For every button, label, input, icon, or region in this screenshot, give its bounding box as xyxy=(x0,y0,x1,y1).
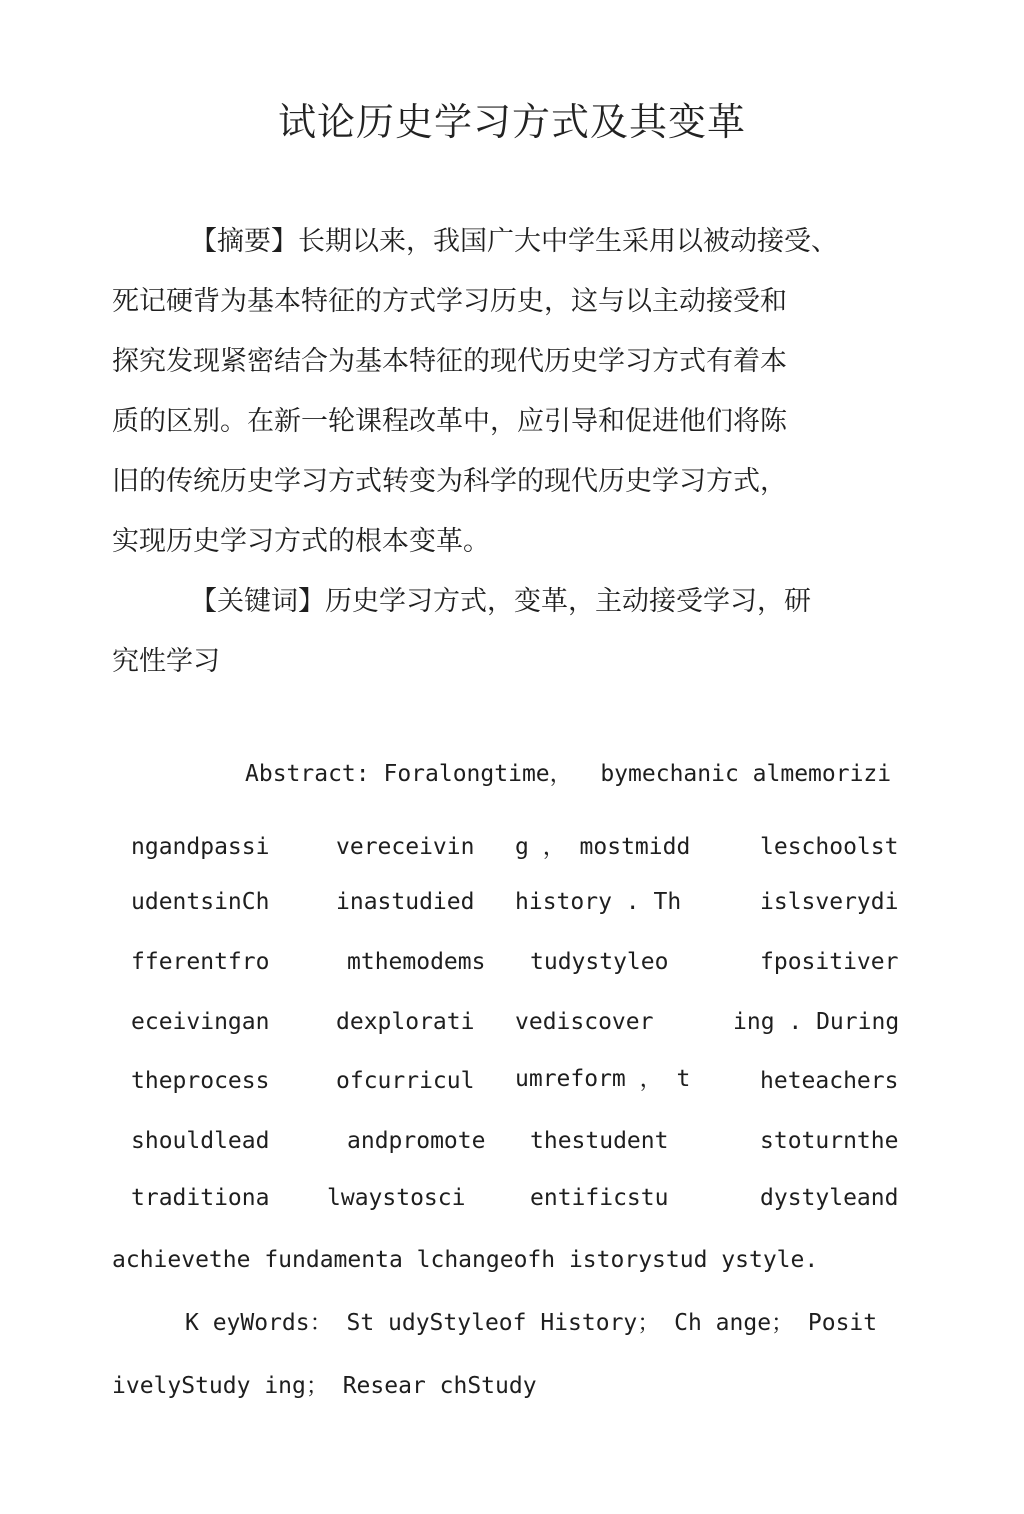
abstract-cn-line: 【摘要】长期以来，我国广大中学生采用以被动接受、 xyxy=(190,226,838,257)
abstract-en-fragment: eceivingan xyxy=(131,1009,270,1035)
abstract-en-fragment: tudystyleo xyxy=(530,949,669,975)
abstract-en-fragment: theprocess xyxy=(131,1068,270,1094)
abstract-cn-line: 实现历史学习方式的根本变革。 xyxy=(112,526,490,557)
abstract-en-fragment: g ， mostmidd xyxy=(515,834,691,860)
keywords-en-line: ivelyStudy ing； Resear chStudy xyxy=(112,1373,537,1399)
keywords-cn-line: 究性学习 xyxy=(112,646,220,677)
abstract-en-fragment: heteachers xyxy=(760,1068,899,1094)
abstract-en-fragment: lwaystosci xyxy=(327,1185,466,1211)
keywords-en-line: K eyWords： St udyStyleof History； Ch ange； Posit xyxy=(185,1310,878,1336)
abstract-en-fragment: stoturnthe xyxy=(760,1128,899,1154)
abstract-cn-line: 旧的传统历史学习方式转变为科学的现代历史学习方式， xyxy=(112,466,787,497)
abstract-cn-line: 探究发现紧密结合为基本特征的现代历史学习方式有着本 xyxy=(112,346,787,377)
abstract-en-fragment: umreform ， t xyxy=(515,1066,691,1092)
abstract-en-fragment: vereceivin xyxy=(336,834,475,860)
abstract-en-fragment: leschoolst xyxy=(760,834,899,860)
keywords-cn-line: 【关键词】历史学习方式，变革，主动接受学习，研 xyxy=(190,586,811,617)
abstract-en-fragment: fferentfro xyxy=(131,949,270,975)
abstract-en-fragment: thestudent xyxy=(530,1128,669,1154)
abstract-en-fragment: fpositiver xyxy=(760,949,899,975)
abstract-en-fragment: ofcurricul xyxy=(336,1068,475,1094)
abstract-en-fragment: shouldlead xyxy=(131,1128,270,1154)
abstract-en-fragment: inastudied xyxy=(336,889,475,915)
document-title: 试论历史学习方式及其变革 xyxy=(277,100,746,144)
abstract-en-fragment: traditiona xyxy=(131,1185,270,1211)
abstract-en-fragment: history . Th xyxy=(515,889,682,915)
abstract-en-fragment: udentsinCh xyxy=(131,889,270,915)
abstract-en-fragment: andpromote xyxy=(347,1128,486,1154)
abstract-en-fragment: islsverydi xyxy=(760,889,899,915)
abstract-en-first-line: Abstract: Foralongtime， bymechanic almemorizi xyxy=(245,761,892,787)
abstract-en-fragment: vediscover xyxy=(515,1009,654,1035)
abstract-en-fragment: dexplorati xyxy=(336,1009,475,1035)
abstract-cn-line: 质的区别。在新一轮课程改革中，应引导和促进他们将陈 xyxy=(112,406,787,437)
abstract-en-fragment: ngandpassi xyxy=(131,834,270,860)
abstract-en-last-line: achievethe fundamenta lchangeofh istorystud ystyle. xyxy=(112,1247,819,1273)
abstract-en-fragment: ing . During xyxy=(733,1009,900,1035)
abstract-en-fragment: dystyleand xyxy=(760,1185,899,1211)
abstract-cn-line: 死记硬背为基本特征的方式学习历史，这与以主动接受和 xyxy=(112,286,787,317)
abstract-en-fragment: entificstu xyxy=(530,1185,669,1211)
abstract-en-fragment: mthemodems xyxy=(347,949,486,975)
